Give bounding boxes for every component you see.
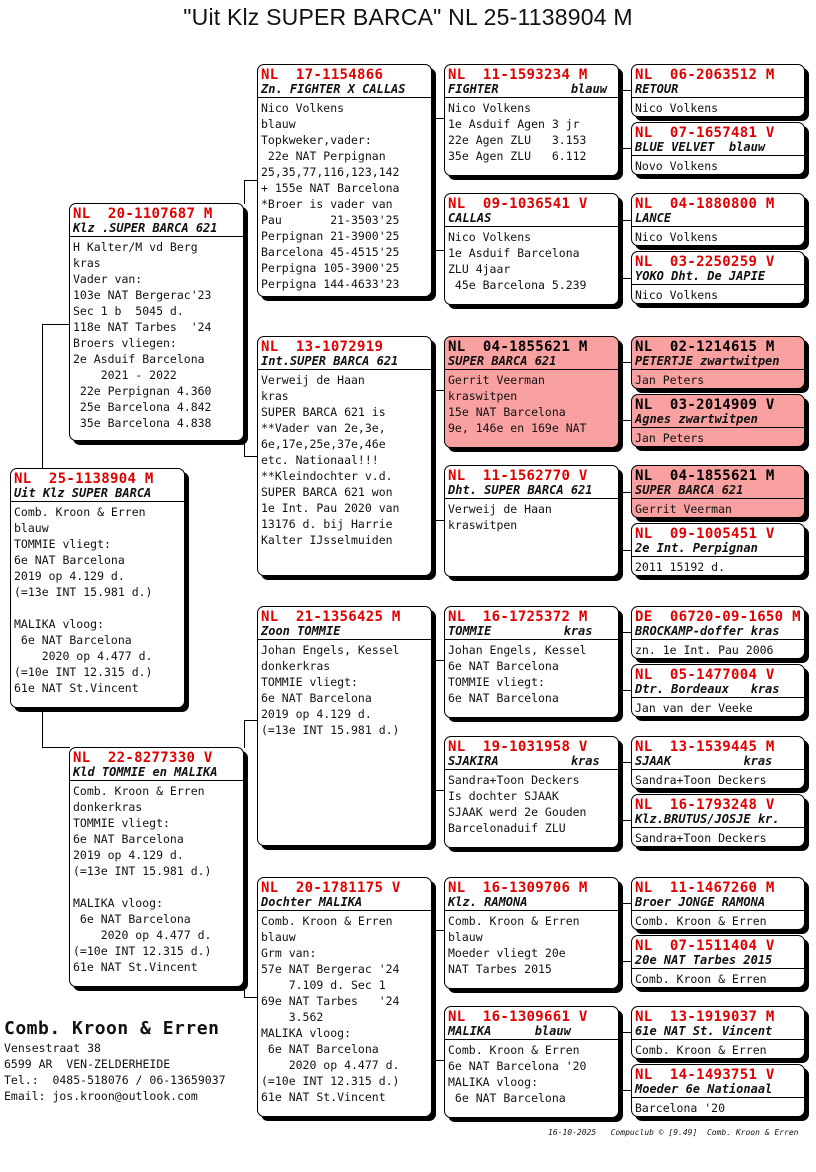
print-footer: 16-10-2025 Compuclub © [9.49] Comb. Kroon & Erren [548, 1128, 799, 1137]
pigeon-card-p24 [631, 664, 805, 717]
pigeon-info-line: 25e Barcelona 4.842 [73, 400, 212, 414]
pigeon-info-line: Broers vliegen: [73, 336, 177, 350]
pigeon-info-line: Nico Volkens [448, 230, 532, 244]
pigeon-info-line: 6e NAT Barcelona [14, 633, 132, 647]
connector-line [244, 997, 258, 998]
ring-number: NL 03-2014909 V [635, 397, 775, 413]
pigeon-info-line: Barcelonaduif ZLU [448, 821, 566, 835]
pigeon-name: Int.SUPER BARCA 621 [258, 355, 431, 370]
connector-line [42, 708, 43, 748]
ring-number: NL 22-8277330 V [73, 750, 213, 766]
pigeon-name: Klz. RAMONA [445, 896, 618, 911]
pigeon-info-line [73, 879, 240, 895]
pigeon-info-line: 61e NAT St.Vincent [14, 681, 139, 695]
pigeon-card-p21 [631, 465, 805, 518]
pigeon-card-p18 [631, 251, 805, 304]
pigeon-info-line: TOMMIE vliegt: [448, 675, 545, 689]
pigeon-info-line: 2021 - 2022 [73, 368, 177, 382]
pigeon-info-line: Sandra+Toon Deckers [635, 773, 767, 787]
ring-number: NL 25-1138904 M [14, 471, 154, 487]
pigeon-card-p19 [631, 336, 805, 389]
pigeon-info-line: 6e NAT Barcelona [14, 553, 125, 567]
pigeon-info-line: + 155e NAT Barcelona [261, 181, 400, 195]
pigeon-info-line: donkerkras [261, 659, 331, 673]
pigeon-name: TOMMIE kras [445, 625, 618, 640]
pigeon-info-line: 2e Asduif Barcelona [73, 352, 205, 366]
pigeon-info-line: blauw [448, 930, 483, 944]
pigeon-card-p15 [631, 64, 805, 117]
owner-city: 6599 AR VEN-ZELDERHEIDE [4, 1057, 171, 1071]
pigeon-name: BROCKAMP-doffer kras [632, 625, 804, 640]
pigeon-info-line: 35e Agen ZLU 6.112 [448, 149, 587, 163]
pigeon-info-line: Johan Engels, Kessel [261, 643, 400, 657]
connector-line [42, 747, 70, 748]
pigeon-info-line: 2020 op 4.477 d. [73, 928, 212, 942]
pigeon-info-line: ZLU 4jaar [448, 262, 511, 276]
pigeon-card-p16 [631, 122, 805, 175]
pigeon-card-p22 [631, 523, 805, 576]
pigeon-info-line: (=10e INT 12.315 d.) [73, 944, 212, 958]
connector-line [244, 180, 258, 181]
pigeon-name: Zoon TOMMIE [258, 625, 431, 640]
pigeon-info-line: donkerkras [73, 800, 143, 814]
pigeon-info-line: 3.562 [261, 1010, 324, 1024]
pigeon-info-line: 6e NAT Barcelona [73, 912, 191, 926]
connector-line [42, 324, 43, 468]
pigeon-name: Kld TOMMIE en MALIKA [70, 766, 243, 781]
pigeon-info-line: Johan Engels, Kessel [448, 643, 587, 657]
pigeon-info-line: 2019 op 4.129 d. [261, 707, 372, 721]
ring-number: NL 11-1467260 M [635, 880, 775, 896]
pigeon-info-line: TOMMIE vliegt: [14, 537, 111, 551]
pigeon-info-line: 6e NAT Barcelona [261, 691, 372, 705]
pigeon-name: Dtr. Bordeaux kras [632, 683, 804, 698]
pigeon-name: 61e NAT St. Vincent [632, 1025, 804, 1040]
pigeon-name: Klz.BRUTUS/JOSJE kr. [632, 813, 804, 828]
pigeon-card-p27 [631, 877, 805, 930]
pigeon-info-line: Vader van: [73, 272, 143, 286]
pigeon-info-line: 61e NAT St.Vincent [261, 1090, 386, 1104]
pigeon-info-line: Comb. Kroon & Erren [635, 914, 767, 928]
pigeon-card-p26 [631, 794, 805, 847]
pigeon-info-line: Jan van der Veeke [635, 701, 753, 715]
pigeon-info-line: MALIKA vloog: [448, 1075, 539, 1089]
pigeon-card-p5 [257, 606, 432, 846]
ring-number: NL 16-1309661 V [448, 1009, 588, 1025]
ring-number: NL 09-1005451 V [635, 526, 775, 542]
ring-number: NL 05-1477004 V [635, 667, 775, 683]
pigeon-info-line: MALIKA vloog: [261, 1026, 352, 1040]
ring-number: NL 04-1855621 M [635, 468, 775, 484]
pigeon-info-line: Gerrit Veerman [635, 502, 732, 516]
connector-line [620, 632, 621, 690]
pigeon-info-line: Pau 21-3503'25 [261, 213, 400, 227]
owner-phone: Tel.: 0485-518076 / 06-13659037 [4, 1073, 226, 1087]
pigeon-name: CALLAS [445, 212, 618, 227]
pigeon-name: Broer JONGE RAMONA [632, 896, 804, 911]
connector-line [620, 90, 621, 148]
pigeon-card-p14 [444, 1006, 619, 1118]
pigeon-card-p30 [631, 1064, 805, 1117]
pigeon-card-p6 [257, 877, 432, 1117]
pigeon-name: Agnes zwartwitpen [632, 413, 804, 428]
ring-number: NL 16-1309706 M [448, 880, 588, 896]
pigeon-info-line: 103e NAT Bergerac'23 [73, 288, 212, 302]
pigeon-info-line: 1e Asduif Barcelona [448, 246, 580, 260]
pigeon-info-line: (=13e INT 15.981 d.) [73, 864, 212, 878]
pigeon-info-line: SUPER BARCA 621 won [261, 485, 393, 499]
pigeon-info-line: Perpigna 144-4633'23 [261, 277, 400, 291]
ring-number: NL 13-1919037 M [635, 1009, 775, 1025]
pigeon-info-line: 57e NAT Bergerac '24 [261, 962, 400, 976]
pigeon-info-line: 22e Perpignan 4.360 [73, 384, 212, 398]
pigeon-name: 20e NAT Tarbes 2015 [632, 954, 804, 969]
pigeon-info-line: Sandra+Toon Deckers [448, 773, 580, 787]
pigeon-info-line: kras [261, 389, 289, 403]
pigeon-card-p20 [631, 394, 805, 447]
pigeon-name: 2e Int. Perpignan [632, 542, 804, 557]
pigeon-name: Zn. FIGHTER X CALLAS [258, 83, 431, 98]
pigeon-info-line: 61e NAT St.Vincent [73, 960, 198, 974]
pigeon-info-line: Jan Peters [635, 373, 705, 387]
pigeon-info-line: kras [73, 256, 101, 270]
pigeon-info-line: Perpignan 21-3900'25 [261, 229, 400, 243]
pigeon-info-line: (=10e INT 12.315 d.) [261, 1074, 400, 1088]
pigeon-info-line: 35e Barcelona 4.838 [73, 416, 212, 430]
ring-number: NL 07-1657481 V [635, 125, 775, 141]
pigeon-name: Moeder 6e Nationaal [632, 1083, 804, 1098]
pigeon-name: LANCE [632, 212, 804, 227]
pigeon-info-line: Verweij de Haan [261, 373, 365, 387]
pigeon-info-line: **Kleindochter v.d. [261, 469, 393, 483]
pigeon-card-p1 [69, 203, 244, 441]
pigeon-name: SUPER BARCA 621 [445, 355, 618, 370]
pigeon-info-line: Comb. Kroon & Erren [448, 1043, 580, 1057]
pigeon-name: YOKO Dht. De JAPIE [632, 270, 804, 285]
connector-line [620, 903, 621, 961]
pigeon-info-line: MALIKA vloog: [14, 617, 105, 631]
ring-number: NL 14-1493751 V [635, 1067, 775, 1083]
connector-line [620, 1032, 621, 1090]
pigeon-info-line: blauw [261, 930, 296, 944]
pigeon-info-line: Barcelona '20 [635, 1101, 726, 1115]
pigeon-info-line: 7.109 d. Sec 1 [261, 978, 386, 992]
pigeon-info-line: *Broer is vader van [261, 197, 393, 211]
pigeon-info-line: 2020 op 4.477 d. [14, 649, 153, 663]
pigeon-info-line: Comb. Kroon & Erren [635, 972, 767, 986]
pigeon-card-p0 [10, 468, 185, 708]
pigeon-info-line: (=13e INT 15.981 d.) [14, 585, 153, 599]
pigeon-info-line: 6e NAT Barcelona [448, 1091, 566, 1105]
pigeon-info-line: 6e NAT Barcelona [261, 1042, 379, 1056]
pigeon-card-p7 [444, 64, 619, 176]
pigeon-info-line: 2019 op 4.129 d. [73, 848, 184, 862]
connector-line [244, 720, 245, 748]
owner-street: Vensestraat 38 [4, 1041, 101, 1055]
ring-number: NL 16-1793248 V [635, 797, 775, 813]
pigeon-info-line: Comb. Kroon & Erren [14, 505, 146, 519]
connector-line [620, 762, 621, 820]
pigeon-name: SJAKIRA kras [445, 755, 618, 770]
pigeon-info-line: 6e NAT Barcelona [73, 832, 184, 846]
pigeon-info-line: 45e Barcelona 5.239 [448, 278, 587, 292]
ring-number: NL 06-2063512 M [635, 67, 775, 83]
pigeon-info-line: Nico Volkens [448, 101, 532, 115]
pigeon-name: MALIKA blauw [445, 1025, 618, 1040]
pigeon-info-line: 1e Int. Pau 2020 van [261, 501, 400, 515]
pigeon-info-line: 15e NAT Barcelona [448, 405, 566, 419]
ring-number: NL 09-1036541 V [448, 196, 588, 212]
pigeon-info-line: Grm van: [261, 946, 317, 960]
pigeon-info-line: SJAAK werd 2e Gouden [448, 805, 587, 819]
pigeon-info-line: Comb. Kroon & Erren [73, 784, 205, 798]
pigeon-card-p28 [631, 935, 805, 988]
pigeon-info-line: kraswitpen [448, 389, 518, 403]
pigeon-name: Klz .SUPER BARCA 621 [70, 222, 243, 237]
pigeon-card-p23 [631, 606, 805, 659]
pigeon-card-p29 [631, 1006, 805, 1059]
pigeon-info-line: 9e, 146e en 169e NAT [448, 421, 587, 435]
ring-number: NL 02-1214615 M [635, 339, 775, 355]
owner-name: Comb. Kroon & Erren [4, 1018, 220, 1039]
pigeon-info-line: Comb. Kroon & Erren [261, 914, 393, 928]
pigeon-info-line: **Vader van 2e,3e, [261, 421, 386, 435]
pigeon-name: BLUE VELVET blauw [632, 141, 804, 156]
pigeon-info-line: Kalter IJsselmuiden [261, 533, 393, 547]
pigeon-card-p4 [257, 336, 432, 576]
pigeon-info-line: 25,35,77,116,123,142 [261, 165, 400, 179]
pigeon-name: Dochter MALIKA [258, 896, 431, 911]
connector-line [244, 456, 258, 457]
pigeon-info-line: Comb. Kroon & Erren [635, 1043, 767, 1057]
ring-number: NL 07-1511404 V [635, 938, 775, 954]
pigeon-info-line: Comb. Kroon & Erren [448, 914, 580, 928]
ring-number: NL 20-1781175 V [261, 880, 401, 896]
pigeon-info-line: Verweij de Haan [448, 502, 552, 516]
pigeon-info-line: TOMMIE vliegt: [261, 675, 358, 689]
pigeon-info-line: 22e NAT Perpignan [261, 149, 386, 163]
pigeon-info-line: Nico Volkens [261, 101, 345, 115]
pigeon-name: Uit Klz SUPER BARCA [11, 487, 184, 502]
connector-line [42, 324, 70, 325]
pigeon-info-line: Moeder vliegt 20e [448, 946, 566, 960]
connector-line [244, 441, 245, 457]
ring-number: NL 04-1855621 M [448, 339, 588, 355]
pigeon-info-line: 6e,17e,25e,37e,46e [261, 437, 386, 451]
pigeon-info-line: 2011 15192 d. [635, 560, 726, 574]
connector-line [620, 220, 621, 278]
pigeon-info-line: Nico Volkens [635, 230, 719, 244]
pigeon-info-line: Gerrit Veerman [448, 373, 545, 387]
pigeon-info-line: Topkweker,vader: [261, 133, 372, 147]
pigeon-name: FIGHTER blauw [445, 83, 618, 98]
connector-line [620, 492, 621, 550]
pigeon-info-line: zn. 1e Int. Pau 2006 [635, 643, 774, 657]
ring-number: NL 11-1593234 M [448, 67, 588, 83]
pigeon-card-p3 [257, 64, 432, 297]
pigeon-info-line: 118e NAT Tarbes '24 [73, 320, 212, 334]
pigeon-info-line: Barcelona 45-4515'25 [261, 245, 400, 259]
connector-line [244, 720, 258, 721]
ring-number: NL 21-1356425 M [261, 609, 401, 625]
pigeon-info-line: Sandra+Toon Deckers [635, 831, 767, 845]
pigeon-info-line: Jan Peters [635, 431, 705, 445]
pigeon-card-p12 [444, 736, 619, 848]
pigeon-info-line: blauw [261, 117, 296, 131]
pigeon-info-line: (=10e INT 12.315 d.) [14, 665, 153, 679]
ring-number: NL 04-1880800 M [635, 196, 775, 212]
pigeon-card-p13 [444, 877, 619, 989]
pigeon-name: RETOUR [632, 83, 804, 98]
pigeon-name: PETERTJE zwartwitpen [632, 355, 804, 370]
pigeon-info-line [14, 600, 181, 616]
pigeon-info-line: (=13e INT 15.981 d.) [261, 723, 400, 737]
ring-number: NL 17-1154866 [261, 67, 384, 83]
pigeon-info-line: TOMMIE vliegt: [73, 816, 170, 830]
connector-line [620, 362, 621, 420]
pigeon-info-line: blauw [14, 521, 49, 535]
ring-number: NL 20-1107687 M [73, 206, 213, 222]
pigeon-info-line: 6e NAT Barcelona [448, 659, 559, 673]
pigeon-info-line: H Kalter/M vd Berg [73, 240, 198, 254]
pigeon-info-line: Nico Volkens [635, 101, 719, 115]
pigeon-card-p11 [444, 606, 619, 718]
pigeon-info-line: 6e NAT Barcelona [448, 691, 559, 705]
pigeon-info-line: Perpigna 105-3900'25 [261, 261, 400, 275]
ring-number: NL 03-2250259 V [635, 254, 775, 270]
pigeon-info-line: 2019 op 4.129 d. [14, 569, 125, 583]
pigeon-card-p9 [444, 336, 619, 448]
pigeon-card-p2 [69, 747, 244, 987]
connector-line [244, 987, 245, 997]
pigeon-info-line: Is dochter SJAAK [448, 789, 559, 803]
pigeon-info-line: 13176 d. bij Harrie [261, 517, 393, 531]
pigeon-info-line: 22e Agen ZLU 3.153 [448, 133, 587, 147]
pigeon-info-line: SUPER BARCA 621 is [261, 405, 386, 419]
connector-line [244, 180, 245, 204]
pigeon-card-p25 [631, 736, 805, 789]
pigeon-name: SUPER BARCA 621 [632, 484, 804, 499]
pigeon-info-line: 69e NAT Tarbes '24 [261, 994, 400, 1008]
ring-number: NL 13-1072919 [261, 339, 384, 355]
pigeon-info-line: etc. Nationaal!!! [261, 453, 379, 467]
page-title: "Uit Klz SUPER BARCA" NL 25-1138904 M [183, 4, 633, 30]
owner-email: Email: jos.kroon@outlook.com [4, 1089, 198, 1103]
pigeon-info-line: MALIKA vloog: [73, 896, 164, 910]
pigeon-name: SJAAK kras [632, 755, 804, 770]
pigeon-info-line: NAT Tarbes 2015 [448, 962, 552, 976]
pigeon-info-line: 1e Asduif Agen 3 jr [448, 117, 580, 131]
ring-number: DE 06720-09-1650 M [635, 609, 801, 625]
owner-block [4, 1018, 226, 1104]
pigeon-info-line: 2020 op 4.477 d. [261, 1058, 400, 1072]
pigeon-card-p17 [631, 193, 805, 246]
ring-number: NL 11-1562770 V [448, 468, 588, 484]
pigeon-info-line: 6e NAT Barcelona '20 [448, 1059, 587, 1073]
pigeon-card-p10 [444, 465, 619, 577]
pigeon-info-line: kraswitpen [448, 518, 518, 532]
ring-number: NL 13-1539445 M [635, 739, 775, 755]
pigeon-info-line: Sec 1 b 5045 d. [73, 304, 184, 318]
pigeon-card-p8 [444, 193, 619, 305]
pigeon-info-line: Nico Volkens [635, 288, 719, 302]
ring-number: NL 19-1031958 V [448, 739, 588, 755]
pigeon-info-line: Novo Volkens [635, 159, 719, 173]
pigeon-name: Dht. SUPER BARCA 621 [445, 484, 618, 499]
ring-number: NL 16-1725372 M [448, 609, 588, 625]
